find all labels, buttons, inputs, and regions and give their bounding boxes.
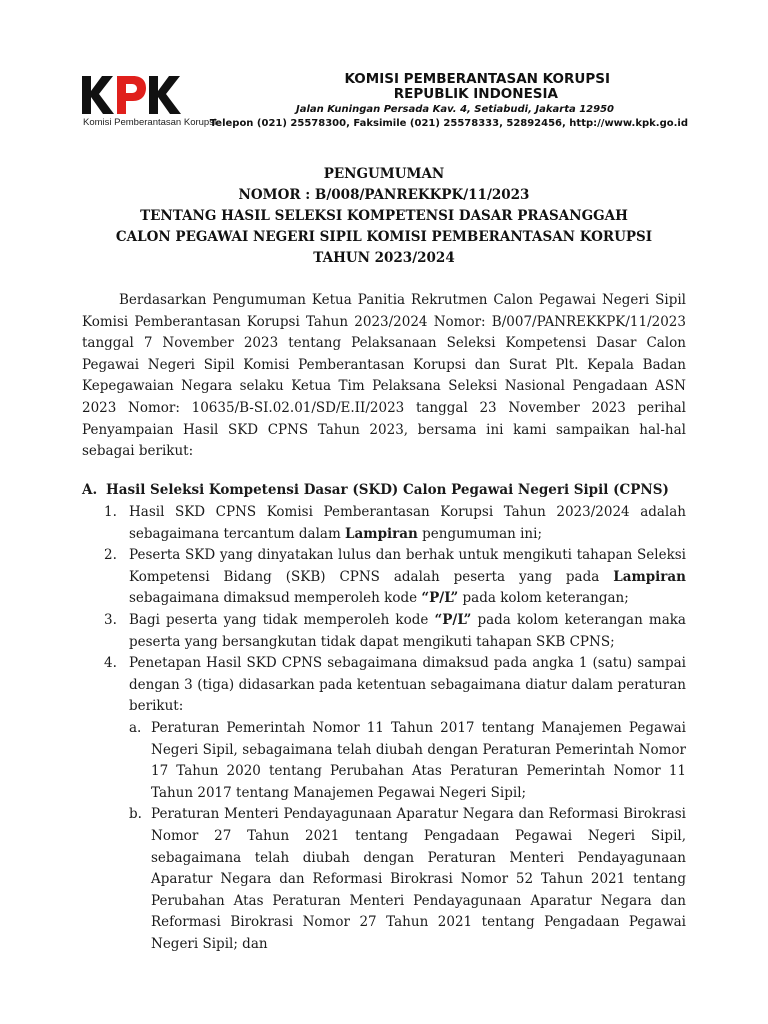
list-item: 2. Peserta SKD yang dinyatakan lulus dan berhak untuk mengikuti tahapan Seleksi Kompetensi Bidang (SKB) CPNS adalah peserta yang pada Lampiran sebagaimana dimaksud memperoleh kode “P/L” pada kolom keterangan; [104, 547, 686, 607]
announcement-title [0, 164, 768, 269]
section-a-heading [82, 480, 669, 502]
section-a-list [104, 502, 686, 955]
sub-list-item: b. Peraturan Menteri Pendayagunaan Aparatur Negara dan Reformasi Birokrasi Nomor 27 Tahun 2021 tentang Pengadaan Pegawai Negeri Sipil, sebagaimana telah diubah dengan Peraturan Menteri Pendayagunaan Aparatur Negara dan Reformasi Birokrasi Nomor 52 Tahun 2021 tentang Perubahan Atas Peraturan Menteri Pendayagunaan Aparatur Negara dan Reformasi Birokrasi Nomor 27 Tahun 2021 tentang Pengadaan Pegawai Negeri Sipil; dan [129, 806, 686, 952]
org-name: KOMISI PEMBERANTASAN KORUPSI [344, 71, 610, 87]
org-address: Jalan Kuningan Persada Kav. 4, Setiabudi, Jakarta 12950 [295, 104, 614, 115]
title-line-1: PENGUMUMAN [323, 166, 445, 182]
sub-list-item: a. Peraturan Pemerintah Nomor 11 Tahun 2017 tentang Manajemen Pegawai Negeri Sipil, sebagaimana telah diubah dengan Peraturan Pemerintah Nomor 17 Tahun 2020 tentang Perubahan Atas Peraturan Pemerintah Nomor 11 Tahun 2017 tentang Manajemen Pegawai Negeri Sipil; [129, 719, 686, 801]
title-line-4: CALON PEGAWAI NEGERI SIPIL KOMISI PEMBERANTASAN KORUPSI [115, 229, 653, 245]
list-item: 4. Penetapan Hasil SKD CPNS sebagaimana dimaksud pada angka 1 (satu) sampai dengan 3 (tiga) didasarkan pada ketentuan sebagaimana diatur dalam peraturan berikut: a. Peraturan Pemerintah Nomor 11 Tahun 2017 tentang Manajemen Pegawai Negeri Sipil, sebagaimana telah diubah dengan Peraturan Pemerintah Nomor 17 Tahun 2020 tentang Perubahan Atas Peraturan Pemerintah Nomor 11 Tahun 2017 tentang Manajemen Pegawai Negeri Sipil; b. Peraturan Menteri Pendayagunaan Aparatur Negara dan Reformasi Birokrasi Nomor 27 Tahun 2021 tentang Pengadaan Pegawai Negeri Sipil, sebagaimana telah diubah dengan Peraturan Menteri Pendayagunaan Aparatur Negara dan Reformasi Birokrasi Nomor 52 Tahun 2021 tentang Perubahan Atas Peraturan Menteri Pendayagunaan Aparatur Negara dan Reformasi Birokrasi Nomor 27 Tahun 2021 tentang Pengadaan Pegawai Negeri Sipil; dan [104, 653, 686, 955]
org-country: REPUBLIK INDONESIA [393, 86, 558, 102]
kpk-logo-mark [82, 74, 182, 116]
list-item: 1. Hasil SKD CPNS Komisi Pemberantasan Korupsi Tahun 2023/2024 adalah sebagaimana tercantum dalam Lampiran pengumuman ini; [104, 504, 686, 542]
title-line-2: NOMOR : B/008/PANREKKPK/11/2023 [238, 187, 530, 203]
intro-paragraph: Berdasarkan Pengumuman Ketua Panitia Rekrutmen Calon Pegawai Negeri Sipil Komisi Pemberantasan Korupsi Tahun 2023/2024 Nomor: B/007/PANREKKPK/11/2023 tanggal 7 November 2023 tentang Pelaksanaan Seleksi Kompetensi Dasar Calon Pegawai Negeri Sipil Komisi Pemberantasan Korupsi dan Surat Plt. Kepala Badan Kepegawaian Negara selaku Ketua Tim Pelaksana Seleksi Nasional Pengadaan ASN 2023 Nomor: 10635/B-SI.02.01/SD/E.II/2023 tanggal 23 November 2023 perihal Penyampaian Hasil SKD CPNS Tahun 2023, bersama ini kami sampaikan hal-hal sebagai berikut: [82, 292, 686, 460]
list-item: 3. Bagi peserta yang tidak memperoleh kode “P/L” pada kolom keterangan maka peserta yang bersangkutan tidak dapat mengikuti tahapan SKB CPNS; [104, 611, 686, 650]
org-contact: Telepon (021) 25578300, Faksimile (021) 25578333, 52892456, http://www.kpk.go.id [209, 118, 688, 129]
section-a-title: Hasil Seleksi Kompetensi Dasar (SKD) Calon Pegawai Negeri Sipil (CPNS) [106, 482, 669, 498]
title-line-3: TENTANG HASIL SELEKSI KOMPETENSI DASAR PRASANGGAH [140, 208, 628, 224]
letterhead [82, 72, 688, 132]
section-a-label: A. [82, 482, 98, 498]
intro-section [82, 290, 686, 463]
org-info [210, 72, 688, 131]
sub-list [129, 718, 686, 956]
logo-tagline: Komisi Pemberantasan Korupsi [83, 117, 217, 128]
title-line-5: TAHUN 2023/2024 [313, 250, 455, 266]
